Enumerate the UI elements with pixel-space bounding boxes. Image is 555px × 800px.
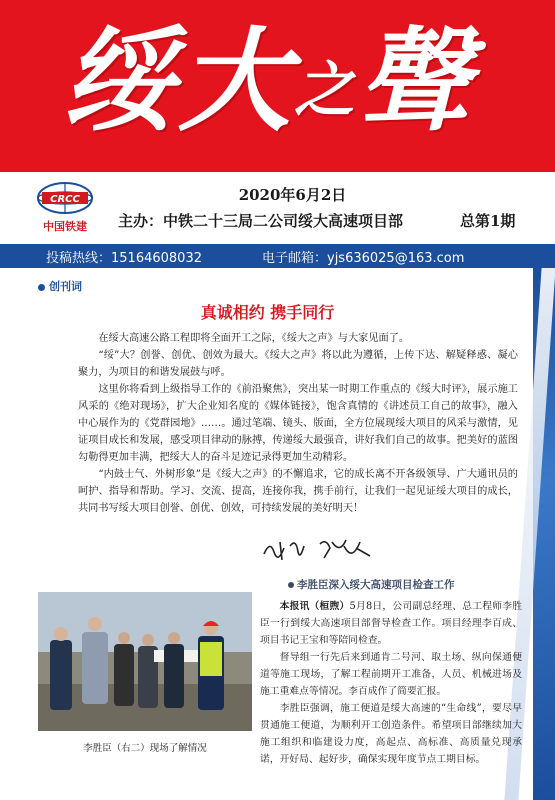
article-paragraph [260, 598, 522, 649]
article-paragraph: 督导组一行先后来到通肯二号河、取土场、纵向保通便道等施工现场，了解工程前期开工准备，人员、机械进场及施工重难点等情况。李百成作了简要汇报。 [260, 652, 522, 697]
article-paragraph-text: 5月8日，公司副总经理、总工程师李胜臣一行到绥大高速项目部督导检查工作。项目经理李百成、项目书记王宝和等陪同检查。 [260, 601, 523, 646]
section-label [38, 278, 82, 294]
site-inspection-photo [38, 592, 252, 731]
article-title-text: 李胜臣深入绥大高速项目检查工作 [297, 579, 455, 591]
editorial-paragraph: 在绥大高速公路工程即将全面开工之际，《绥大之声》与大家见面了。 [98, 333, 410, 344]
masthead-title-main: 绥大 [62, 16, 294, 147]
editorial-paragraph: “绥”大？创誉、创优、创效为最大。《绥大之声》将以此为遵循，上传下达、解疑释惑、凝心聚力，为项目的和谐发展鼓与呼。 [78, 350, 518, 378]
article-byline: 本报讯（桓煦） [279, 601, 350, 612]
page-edge-decoration [533, 268, 555, 800]
issue-number: 总第1期 [460, 212, 516, 230]
article-body [260, 598, 522, 768]
masthead-title [62, 12, 474, 161]
editorial-paragraph: 这里你将看到上级指导工作的《前沿聚焦》，突出某一时期工作重点的《绥大时评》，展示施工风采的《绝对现场》，扩大企业知名度的《媒体链接》，饱含真情的《讲述员工自己的故事》，融入中心展作为的《党群园地》……。通过笔端、镜头、版面，全方位展现绥大项目的风采与激情，见证项目成长和发展，感受项目律动的脉搏，传递绥大最强音，讲好我们自己的故事。把美好的蓝图勾勒得更加丰满，把绥大人的奋斗足迹记录得更加生动精彩。 [78, 384, 518, 463]
editorial-paragraph: “内鼓士气、外树形象”是《绥大之声》的不懈追求，它的成长离不开各级领导、广大通讯员的呵护、指导和帮助。学习、交流、提高，连接你我，携手前行，让我们一起见证绥大项目的成长，共同书写绥大项目创誉、创优、创效，可持续发展的美好明天！ [78, 469, 518, 514]
handwritten-signature [260, 534, 380, 564]
bullet-icon [288, 582, 294, 588]
article-paragraph: 李胜臣强调，施工便道是绥大高速的“生命线”，要尽早贯通施工便道，为顺利开工创造条件。希望项目部继续加大施工组织和临建设力度，高起点、高标准、高质量兑现承诺，开好局、起好步，确保实现年度节点工期目标。 [260, 703, 522, 765]
contact-bar [0, 244, 555, 268]
editorial-body [78, 330, 518, 517]
logo-abbr: CRCC [50, 194, 80, 205]
logo-name: 中国铁建 [43, 220, 87, 233]
submission-hotline: 投稿热线：15164608032 [46, 251, 202, 266]
article-title [288, 577, 455, 592]
section-label-text: 创刊词 [49, 280, 82, 293]
sponsor-line: 主办：中铁二十三局二公司绥大高速项目部 [118, 212, 404, 230]
contact-email: 电子邮箱：yjs636025@163.com [262, 251, 465, 266]
bullet-icon [38, 284, 45, 291]
editorial-headline: 真诚相约 携手同行 [200, 303, 335, 322]
photo-caption: 李胜臣（右二）现场了解情况 [83, 743, 207, 754]
issue-date: 2020年6月2日 [238, 186, 347, 204]
masthead-title-particle: 之 [294, 55, 358, 126]
masthead-banner [0, 0, 555, 172]
masthead-title-end: 聲 [358, 16, 474, 147]
